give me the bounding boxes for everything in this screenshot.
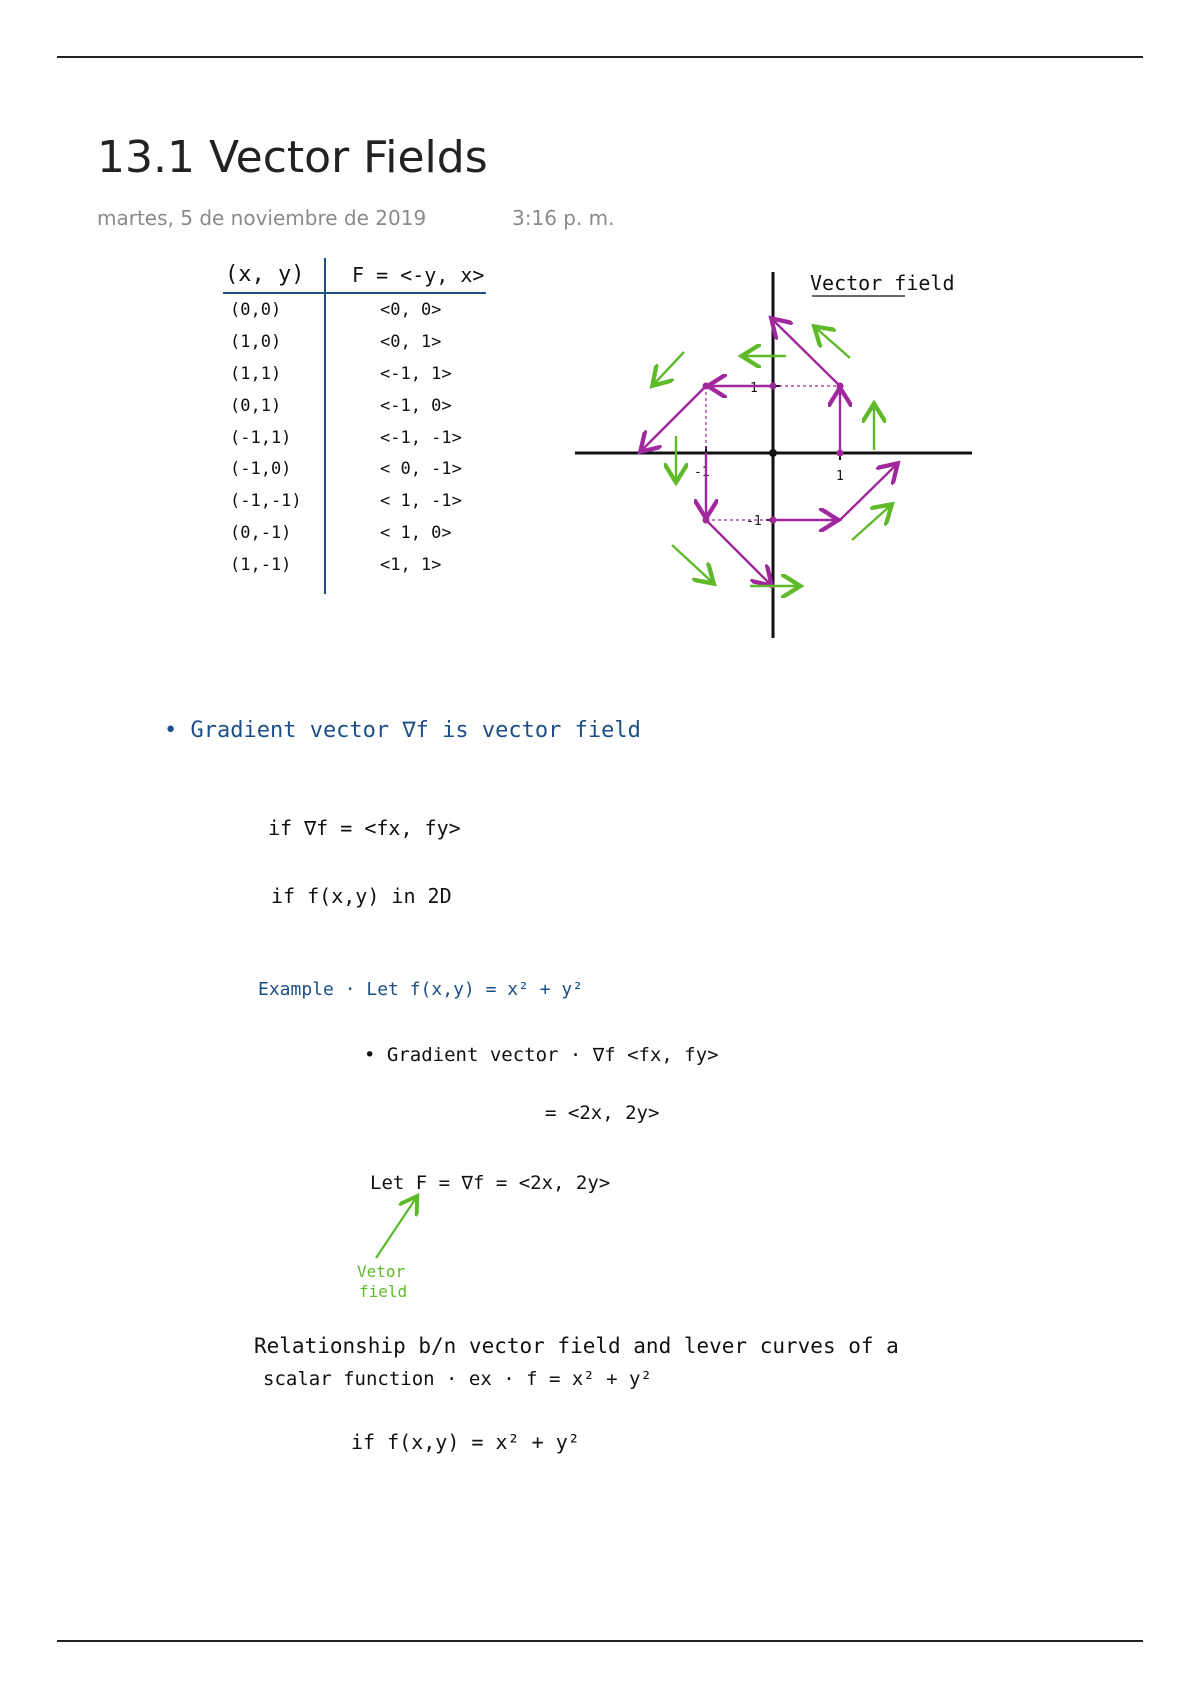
table-row-f: <0, 0> <box>380 300 442 320</box>
table-header-f: F = <-y, x> <box>352 263 485 287</box>
flow-arrow <box>672 545 712 582</box>
table-row-xy: (-1,-1) <box>230 491 302 511</box>
page-date: martes, 5 de noviembre de 2019 <box>97 206 427 230</box>
vector-point <box>770 517 777 524</box>
vector-point <box>770 383 777 390</box>
vector-arrow <box>840 465 896 520</box>
table-row-xy: (1,0) <box>230 332 282 352</box>
vector-point <box>837 383 844 390</box>
note-gradient-is-vector-field: • Gradient vector ∇f is vector field <box>164 718 641 743</box>
vector-arrow <box>773 320 840 386</box>
page-title: 13.1 Vector Fields <box>97 132 488 183</box>
table-header-xy: (x, y) <box>225 262 305 287</box>
table-row-xy: (1,1) <box>230 364 282 384</box>
top-rule <box>57 56 1143 58</box>
table-row-xy: (-1,1) <box>230 428 292 448</box>
table-row-f: <1, 1> <box>380 555 442 575</box>
table-row-xy: (0,1) <box>230 396 282 416</box>
annotation-arrow-line <box>376 1198 416 1258</box>
table-divider-horizontal <box>223 292 486 294</box>
note-scalar-function: scalar function · ex · f = x² + y² <box>263 1368 652 1390</box>
vector-point <box>837 450 844 457</box>
table-row-f: <0, 1> <box>380 332 442 352</box>
bottom-rule <box>57 1640 1143 1642</box>
note-gradient-result: = <2x, 2y> <box>545 1102 660 1124</box>
table-row-xy: (0,0) <box>230 300 282 320</box>
vector-field-plot <box>560 260 980 640</box>
flow-arrow <box>852 506 890 540</box>
note-2d-function: if f(x,y) in 2D <box>271 884 452 908</box>
origin-point <box>769 449 777 457</box>
tick-label-y-neg: -1 <box>746 514 762 529</box>
note-if-f: if f(x,y) = x² + y² <box>351 1430 580 1454</box>
vector-arrow <box>706 520 770 584</box>
table-row-f: < 1, 0> <box>380 523 452 543</box>
page-time: 3:16 p. m. <box>512 206 615 230</box>
tick-label-y-pos: 1 <box>750 381 758 396</box>
tick-label-x-neg: -1 <box>694 465 710 480</box>
table-row-xy: (0,-1) <box>230 523 292 543</box>
tick-label-x-pos: 1 <box>836 469 844 484</box>
note-let-f: Let F = ∇f = <2x, 2y> <box>370 1172 611 1194</box>
annotation-field: field <box>359 1282 408 1301</box>
flow-arrow <box>816 328 850 358</box>
table-row-f: < 0, -1> <box>380 459 462 479</box>
vector-point <box>703 383 710 390</box>
note-example: Example · Let f(x,y) = x² + y² <box>258 979 584 1000</box>
annotation-vetor: Vetor <box>357 1262 406 1281</box>
plot-label: Vector field <box>810 271 955 295</box>
table-row-f: <-1, -1> <box>380 428 462 448</box>
note-gradient-components: if ∇f = <fx, fy> <box>268 816 461 840</box>
annotation-arrow <box>370 1190 430 1266</box>
vector-arrow <box>642 386 706 450</box>
table-divider-vertical <box>324 258 326 594</box>
vector-point <box>703 517 710 524</box>
note-relationship: Relationship b/n vector field and lever curves of a <box>254 1334 899 1358</box>
flow-arrow <box>654 352 684 384</box>
note-gradient-vector: • Gradient vector · ∇f <fx, fy> <box>364 1044 719 1066</box>
table-row-xy: (1,-1) <box>230 555 292 575</box>
table-row-f: < 1, -1> <box>380 491 462 511</box>
table-row-f: <-1, 1> <box>380 364 452 384</box>
table-row-xy: (-1,0) <box>230 459 292 479</box>
table-row-f: <-1, 0> <box>380 396 452 416</box>
